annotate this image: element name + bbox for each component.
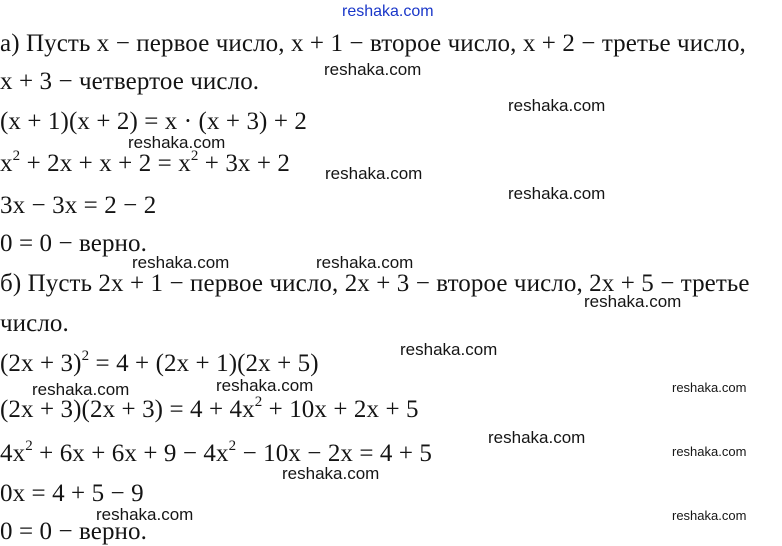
watermark: reshaka.com xyxy=(508,184,606,203)
watermark: reshaka.com xyxy=(132,253,230,272)
equation-line-a4: 0 = 0 − верно. xyxy=(0,230,147,257)
exponent: 2 xyxy=(25,438,33,454)
term: + 2x + x + 2 = x xyxy=(20,150,191,177)
watermark: reshaka.com xyxy=(282,464,380,483)
watermark: reshaka.com xyxy=(508,96,606,115)
text-line-b-cont: число. xyxy=(0,310,69,337)
watermark: reshaka.com xyxy=(584,292,682,311)
equation-line-a1: (x + 1)(x + 2) = x · (x + 3) + 2 xyxy=(0,108,307,135)
watermark: reshaka.com xyxy=(96,505,194,524)
exponent: 2 xyxy=(254,394,263,410)
watermark: reshaka.com xyxy=(672,380,747,395)
watermark: reshaka.com xyxy=(324,60,422,79)
equation-line-b4: 0x = 4 + 5 − 9 xyxy=(0,480,144,507)
watermark: reshaka.com xyxy=(316,253,414,272)
equation-line-b5: 0 = 0 − верно. xyxy=(0,518,147,545)
term: (2x + 3)(2x + 3) = 4 + 4x xyxy=(0,396,255,423)
watermark: reshaka.com xyxy=(216,376,314,395)
term: x xyxy=(0,150,13,177)
exponent: 2 xyxy=(81,348,90,364)
term: + 6x + 6x + 9 − 4x xyxy=(32,440,229,467)
exponent: 2 xyxy=(190,148,199,164)
watermark: reshaka.com xyxy=(400,340,498,359)
term: 4x xyxy=(0,440,26,467)
text-line-b-intro: б) Пусть 2x + 1 − первое число, 2x + 3 − второе число, 2x + 5 − третье xyxy=(0,270,750,297)
term: = 4 + (2x + 1)(2x + 5) xyxy=(89,350,319,377)
equation-line-b1 xyxy=(0,350,319,378)
watermark: reshaka.com xyxy=(672,444,747,459)
watermark: reshaka.com xyxy=(32,380,130,399)
term: + 3x + 2 xyxy=(198,150,291,177)
watermark: reshaka.com xyxy=(325,164,423,183)
exponent: 2 xyxy=(12,148,21,164)
site-watermark-header: reshaka.com xyxy=(342,3,434,20)
text-line-a-fourth: x + 3 − четвертое число. xyxy=(0,68,260,95)
equation-line-a2 xyxy=(0,150,290,178)
watermark: reshaka.com xyxy=(128,133,226,152)
watermark: reshaka.com xyxy=(488,428,586,447)
text-line-a-intro: а) Пусть x − первое число, x + 1 − второе число, x + 2 − третье число, xyxy=(0,30,746,57)
watermark: reshaka.com xyxy=(672,508,747,523)
term: − 10x − 2x = 4 + 5 xyxy=(236,440,433,467)
exponent: 2 xyxy=(228,438,237,454)
equation-line-a3: 3x − 3x = 2 − 2 xyxy=(0,192,157,219)
term: (2x + 3) xyxy=(0,350,82,377)
equation-line-b2 xyxy=(0,396,419,424)
term: + 10x + 2x + 5 xyxy=(262,396,419,423)
